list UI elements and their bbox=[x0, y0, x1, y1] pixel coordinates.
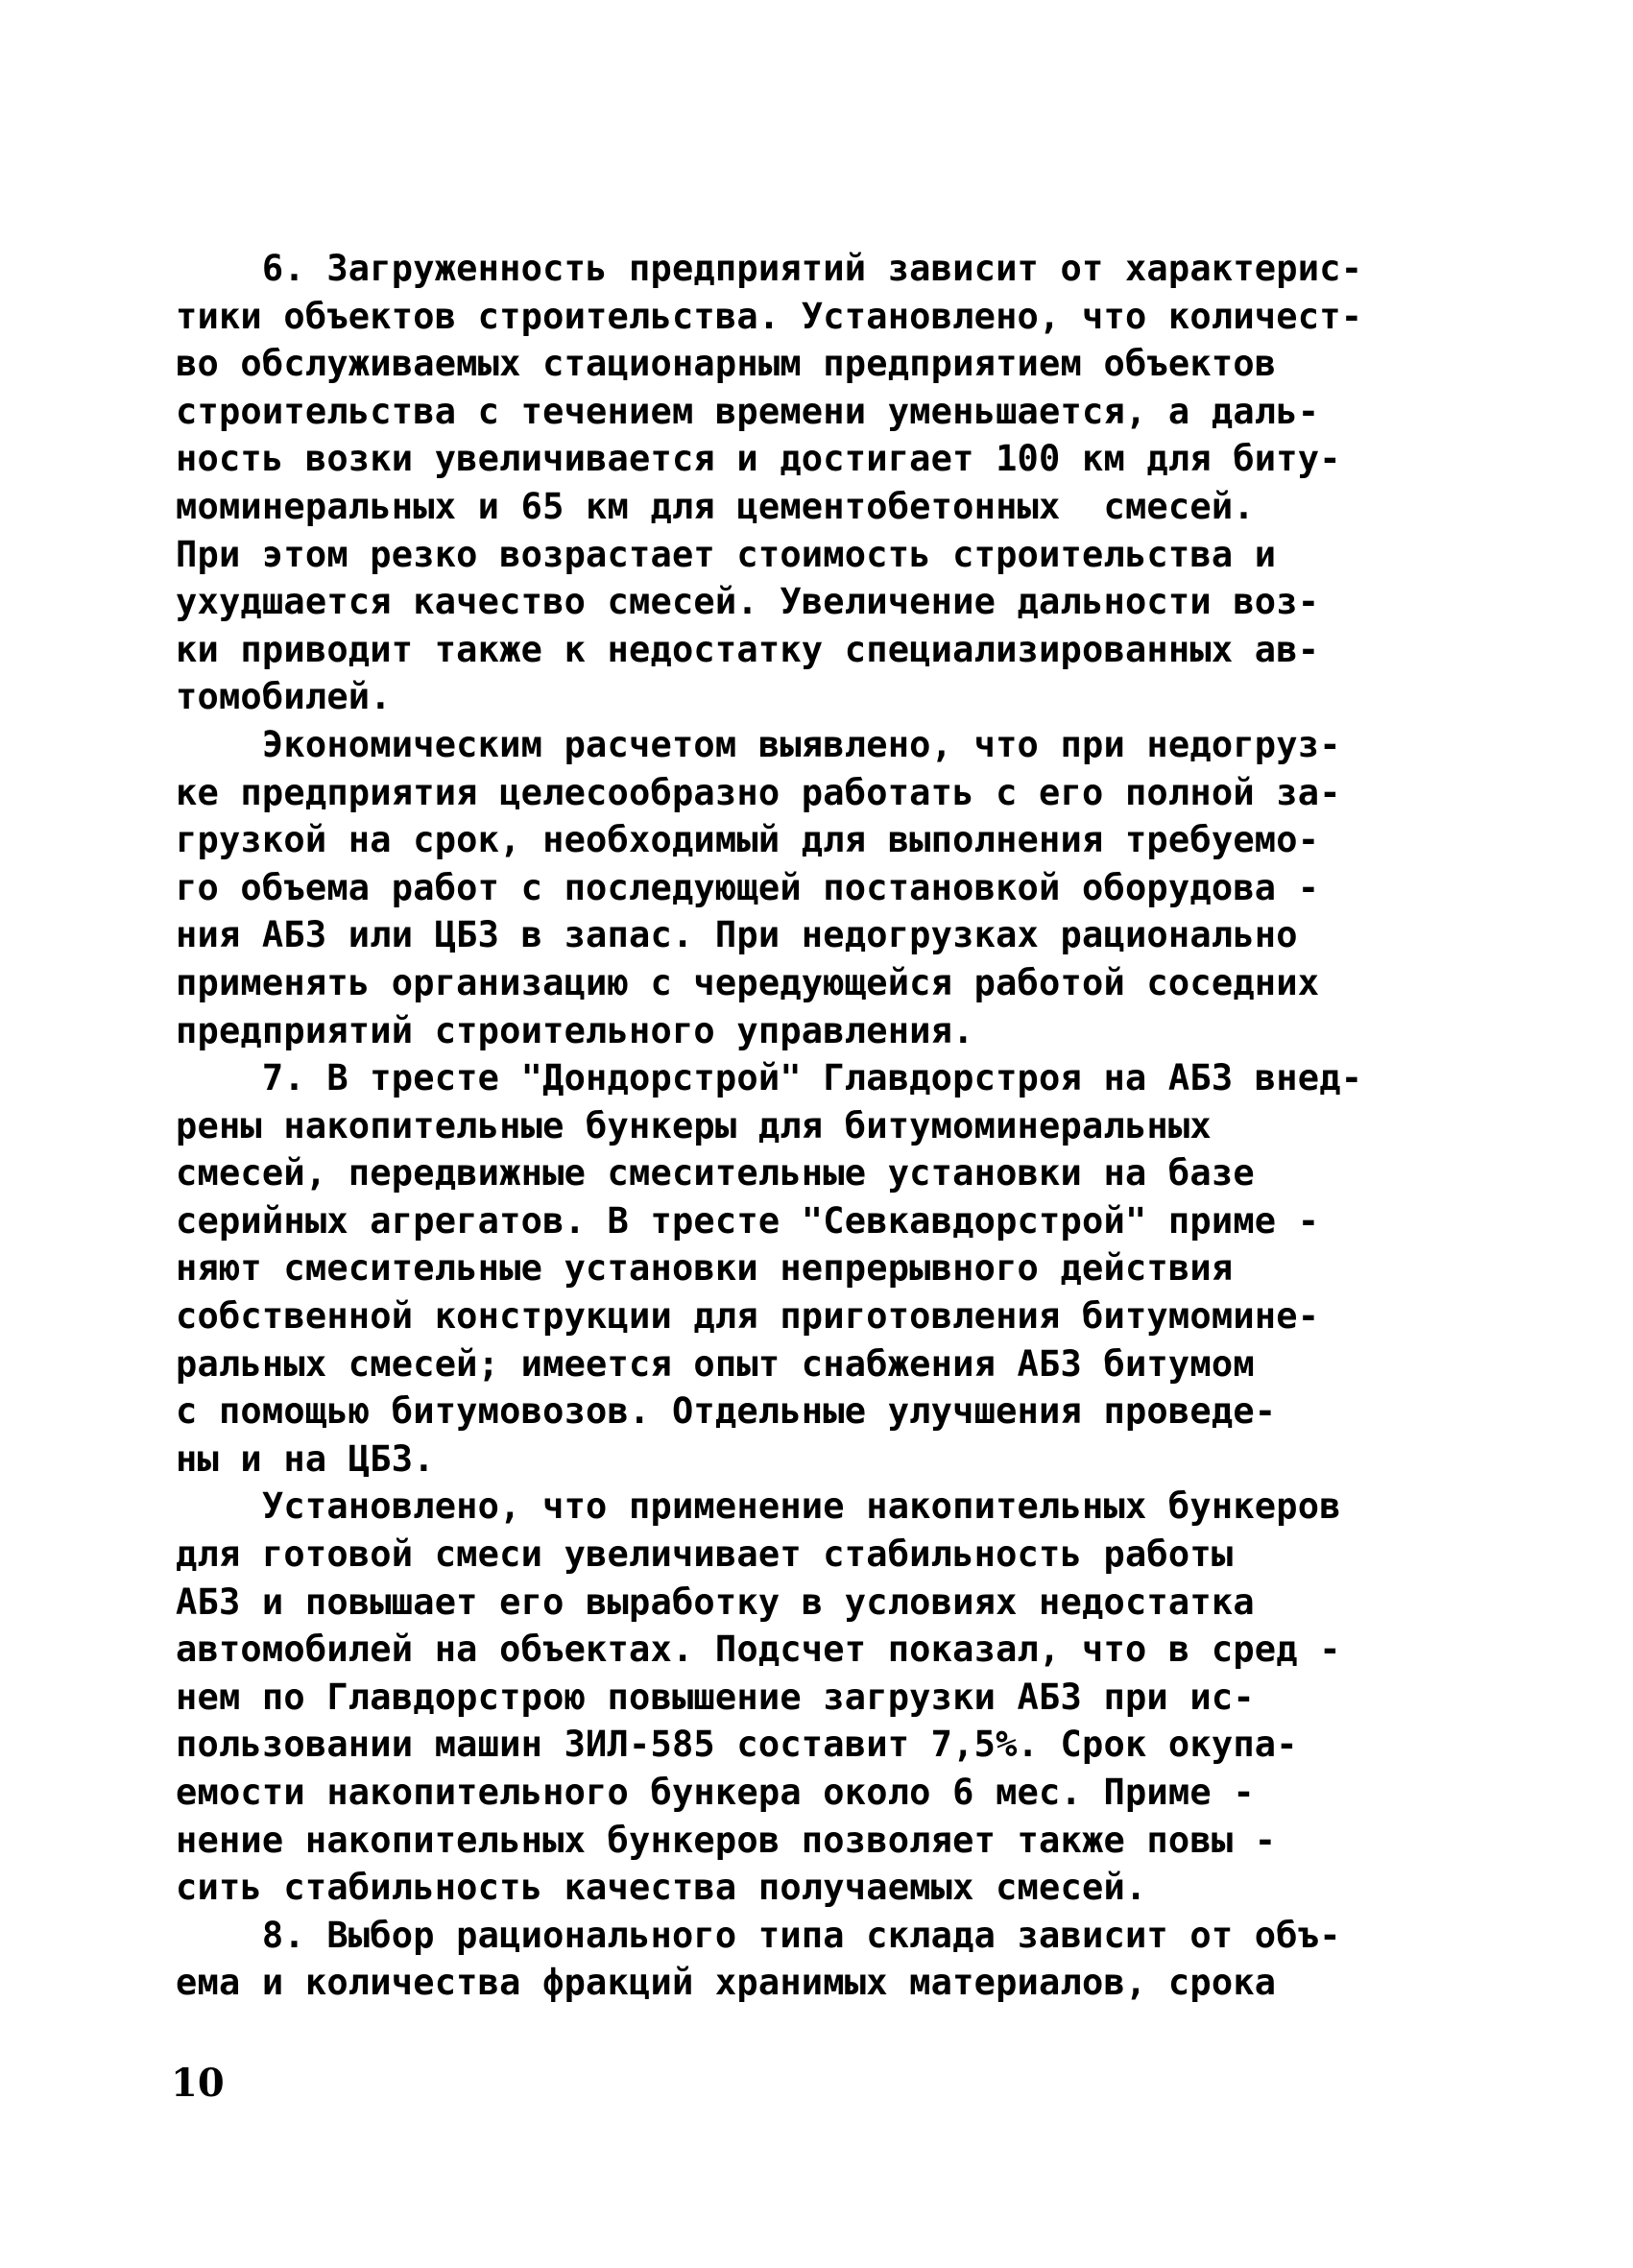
text-line: ность возки увеличивается и достигает 100 км для биту- bbox=[176, 438, 1341, 480]
text-line: ки приводит также к недостатку специализированных ав- bbox=[176, 628, 1320, 670]
text-line: Экономическим расчетом выявлено, что при недогруз- bbox=[176, 723, 1341, 765]
paragraph bbox=[176, 1483, 1453, 1911]
text-line: томобилей. bbox=[176, 676, 392, 718]
text-line: смесей, передвижные смесительные установки на базе bbox=[176, 1152, 1255, 1194]
text-line: 6. Загруженность предприятий зависит от характерис- bbox=[176, 248, 1363, 289]
text-line: применять организацию с чередующейся работой соседних bbox=[176, 961, 1320, 1003]
text-line: го объема работ с последующей постановкой оборудова - bbox=[176, 866, 1320, 908]
text-line: нем по Главдорстрою повышение загрузки АБЗ при ис- bbox=[176, 1676, 1255, 1718]
text-line: с помощью битумовозов. Отдельные улучшения проведе- bbox=[176, 1390, 1277, 1433]
text-line: предприятий строительного управления. bbox=[176, 1009, 974, 1051]
text-line: ема и количества фракций хранимых материалов, срока bbox=[176, 1962, 1277, 2004]
text-line: моминеральных и 65 км для цементобетонных смесей. bbox=[176, 485, 1255, 527]
text-line: автомобилей на объектах. Подсчет показал, что в сред - bbox=[176, 1629, 1341, 1671]
text-line: серийных агрегатов. В тресте "Севкавдорстрой" приме - bbox=[176, 1199, 1320, 1242]
text-line: пользовании машин ЗИЛ-585 составит 7,5%. Срок окупа- bbox=[176, 1724, 1298, 1766]
body-text bbox=[176, 245, 1453, 2007]
text-line: сить стабильность качества получаемых смесей. bbox=[176, 1867, 1147, 1909]
text-line: собственной конструкции для приготовления битумомине- bbox=[176, 1295, 1320, 1338]
paragraph bbox=[176, 721, 1453, 1054]
text-line: няют смесительные установки непрерывного действия bbox=[176, 1247, 1234, 1290]
paragraph bbox=[176, 245, 1453, 721]
paragraph bbox=[176, 1912, 1453, 2007]
text-line: ральных смесей; имеется опыт снабжения АБЗ битумом bbox=[176, 1342, 1255, 1385]
text-line: При этом резко возрастает стоимость строительства и bbox=[176, 533, 1277, 575]
text-line: нение накопительных бункеров позволяет также повы - bbox=[176, 1819, 1277, 1861]
text-line: емости накопительного бункера около 6 мес. Приме - bbox=[176, 1772, 1255, 1813]
text-line: 7. В тресте "Дондорстрой" Главдорстроя на АБЗ внед- bbox=[176, 1057, 1363, 1099]
text-line: ухудшается качество смесей. Увеличение дальности воз- bbox=[176, 581, 1320, 623]
text-line: ке предприятия целесообразно работать с его полной за- bbox=[176, 771, 1341, 813]
text-line: ния АБЗ или ЦБЗ в запас. При недогрузках рационально bbox=[176, 914, 1298, 956]
text-line: во обслуживаемых стационарным предприятием объектов bbox=[176, 343, 1277, 385]
text-line: 8. Выбор рационального типа склада зависит от объ- bbox=[176, 1914, 1341, 1956]
text-line: для готовой смеси увеличивает стабильность работы bbox=[176, 1533, 1234, 1576]
text-line: ны и на ЦБЗ. bbox=[176, 1437, 435, 1480]
text-line: тики объектов строительства. Установлено, что количест- bbox=[176, 295, 1363, 337]
text-line: рены накопительные бункеры для битумоминеральных bbox=[176, 1104, 1212, 1146]
text-line: строительства с течением времени уменьшается, а даль- bbox=[176, 390, 1320, 432]
text-line: АБЗ и повышает его выработку в условиях недостатка bbox=[176, 1580, 1255, 1623]
text-line: грузкой на срок, необходимый для выполнения требуемо- bbox=[176, 819, 1320, 861]
text-line: Установлено, что применение накопительных бункеров bbox=[176, 1485, 1341, 1528]
page-number: 10 bbox=[171, 2061, 225, 2106]
paragraph bbox=[176, 1054, 1453, 1483]
